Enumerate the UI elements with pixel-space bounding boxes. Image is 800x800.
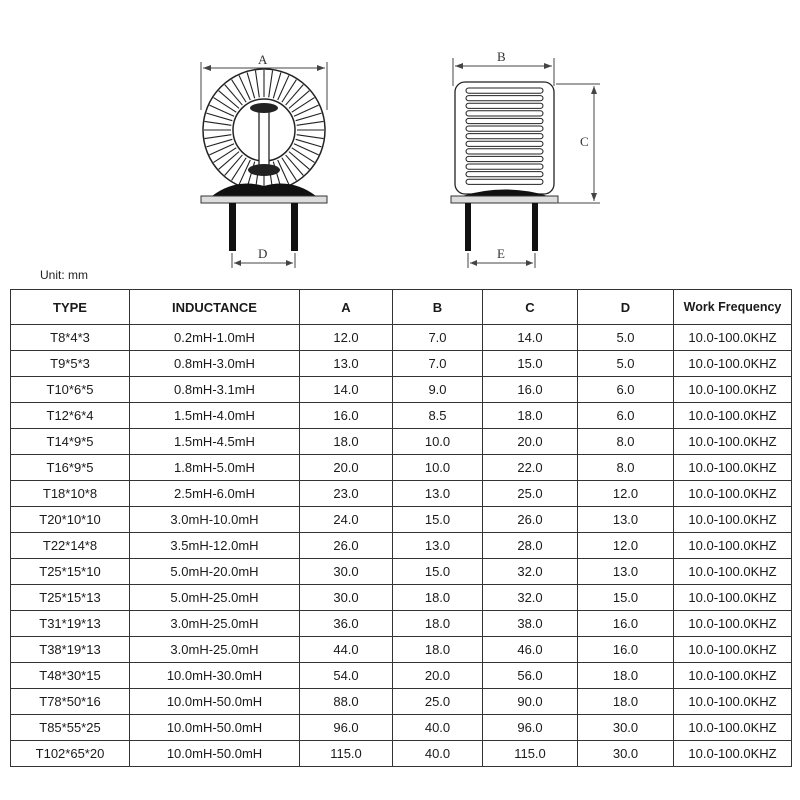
winding-line (225, 85, 243, 105)
cell-d: 5.0 (578, 351, 674, 377)
cell-inductance: 1.5mH-4.0mH (130, 403, 300, 429)
coil-turn (466, 164, 543, 169)
cell-work-frequency: 10.0-100.0KHZ (674, 741, 792, 767)
cell-c: 46.0 (483, 637, 578, 663)
winding-line (289, 152, 309, 170)
cell-inductance: 0.8mH-3.0mH (130, 351, 300, 377)
cell-c: 16.0 (483, 377, 578, 403)
cell-work-frequency: 10.0-100.0KHZ (674, 325, 792, 351)
cell-work-frequency: 10.0-100.0KHZ (674, 559, 792, 585)
cell-type: T78*50*16 (11, 689, 130, 715)
cell-work-frequency: 10.0-100.0KHZ (674, 429, 792, 455)
cell-d: 12.0 (578, 533, 674, 559)
cell-d: 13.0 (578, 559, 674, 585)
coil-turn (466, 172, 543, 177)
dimension-d-label: D (258, 246, 268, 261)
cell-type: T102*65*20 (11, 741, 130, 767)
table-row (11, 585, 792, 611)
side-view (451, 49, 600, 268)
cell-a: 23.0 (300, 481, 393, 507)
cell-work-frequency: 10.0-100.0KHZ (674, 689, 792, 715)
table-row (11, 429, 792, 455)
winding-line (282, 80, 297, 103)
cell-b: 13.0 (393, 533, 483, 559)
table-row (11, 377, 792, 403)
coil-turn (466, 111, 543, 116)
coil-turn (466, 134, 543, 139)
table-header-row (11, 290, 792, 325)
cell-c: 18.0 (483, 403, 578, 429)
cell-b: 10.0 (393, 455, 483, 481)
cell-b: 13.0 (393, 481, 483, 507)
cell-inductance: 3.0mH-25.0mH (130, 637, 300, 663)
coil-turn (466, 126, 543, 131)
coil-turn (466, 96, 543, 101)
cell-a: 12.0 (300, 325, 393, 351)
cell-work-frequency: 10.0-100.0KHZ (674, 351, 792, 377)
cell-b: 7.0 (393, 351, 483, 377)
cell-c: 38.0 (483, 611, 578, 637)
cell-work-frequency: 10.0-100.0KHZ (674, 637, 792, 663)
table-row (11, 533, 792, 559)
cell-work-frequency: 10.0-100.0KHZ (674, 533, 792, 559)
cell-d: 18.0 (578, 663, 674, 689)
cell-b: 7.0 (393, 325, 483, 351)
winding-line (297, 121, 324, 125)
cell-inductance: 3.5mH-12.0mH (130, 533, 300, 559)
cell-inductance: 0.8mH-3.1mH (130, 377, 300, 403)
coil-turn (466, 141, 543, 146)
cell-a: 44.0 (300, 637, 393, 663)
cell-type: T25*15*10 (11, 559, 130, 585)
cell-d: 18.0 (578, 689, 674, 715)
coil-turn (466, 149, 543, 154)
cell-work-frequency: 10.0-100.0KHZ (674, 663, 792, 689)
header-type: TYPE (11, 290, 130, 325)
winding-line (219, 91, 239, 109)
cell-c: 22.0 (483, 455, 578, 481)
winding-line (214, 98, 237, 113)
table-row (11, 637, 792, 663)
cell-d: 12.0 (578, 481, 674, 507)
cell-a: 14.0 (300, 377, 393, 403)
cell-c: 90.0 (483, 689, 578, 715)
cell-a: 24.0 (300, 507, 393, 533)
winding-line (289, 91, 309, 109)
cell-d: 8.0 (578, 455, 674, 481)
table-row (11, 455, 792, 481)
table-row (11, 741, 792, 767)
cell-c: 115.0 (483, 741, 578, 767)
cell-a: 13.0 (300, 351, 393, 377)
unit-label: Unit: mm (40, 268, 88, 282)
cell-work-frequency: 10.0-100.0KHZ (674, 481, 792, 507)
cell-a: 115.0 (300, 741, 393, 767)
cell-c: 28.0 (483, 533, 578, 559)
cell-work-frequency: 10.0-100.0KHZ (674, 507, 792, 533)
cell-b: 15.0 (393, 559, 483, 585)
winding-line (286, 85, 304, 105)
header-inductance: INDUCTANCE (130, 290, 300, 325)
cell-b: 20.0 (393, 663, 483, 689)
cell-b: 10.0 (393, 429, 483, 455)
front-view (201, 52, 327, 268)
cell-type: T31*19*13 (11, 611, 130, 637)
cell-inductance: 3.0mH-25.0mH (130, 611, 300, 637)
cell-work-frequency: 10.0-100.0KHZ (674, 715, 792, 741)
cell-a: 54.0 (300, 663, 393, 689)
table-row (11, 559, 792, 585)
header-c: C (483, 290, 578, 325)
cell-a: 18.0 (300, 429, 393, 455)
winding-line (219, 152, 239, 170)
cell-a: 20.0 (300, 455, 393, 481)
cell-type: T25*15*13 (11, 585, 130, 611)
spec-table-body (11, 325, 792, 767)
cell-inductance: 5.0mH-20.0mH (130, 559, 300, 585)
table-row (11, 715, 792, 741)
cell-type: T18*10*8 (11, 481, 130, 507)
cell-b: 40.0 (393, 715, 483, 741)
dimension-b-label: B (497, 49, 506, 64)
cell-b: 18.0 (393, 611, 483, 637)
table-row (11, 507, 792, 533)
header-work-frequency: Work Frequency (674, 290, 792, 325)
cell-type: T8*4*3 (11, 325, 130, 351)
cell-work-frequency: 10.0-100.0KHZ (674, 611, 792, 637)
dimension-c-label: C (580, 134, 589, 149)
coil-turn (466, 103, 543, 108)
cell-inductance: 1.5mH-4.5mH (130, 429, 300, 455)
cell-d: 6.0 (578, 377, 674, 403)
cell-c: 96.0 (483, 715, 578, 741)
cell-inductance: 10.0mH-50.0mH (130, 689, 300, 715)
winding-line (205, 121, 232, 125)
cell-type: T20*10*10 (11, 507, 130, 533)
cell-c: 32.0 (483, 585, 578, 611)
cell-b: 15.0 (393, 507, 483, 533)
cell-work-frequency: 10.0-100.0KHZ (674, 585, 792, 611)
cell-a: 30.0 (300, 585, 393, 611)
cell-a: 96.0 (300, 715, 393, 741)
toroid-inductor-diagram (0, 0, 800, 275)
cell-inductance: 10.0mH-50.0mH (130, 715, 300, 741)
cell-a: 30.0 (300, 559, 393, 585)
winding-line (286, 155, 304, 175)
table-row (11, 689, 792, 715)
cell-a: 88.0 (300, 689, 393, 715)
table-row (11, 403, 792, 429)
cell-a: 36.0 (300, 611, 393, 637)
winding-line (205, 135, 232, 139)
dimension-a-label: A (258, 52, 268, 67)
cell-d: 30.0 (578, 715, 674, 741)
cell-b: 25.0 (393, 689, 483, 715)
cell-a: 26.0 (300, 533, 393, 559)
cell-type: T85*55*25 (11, 715, 130, 741)
cell-type: T9*5*3 (11, 351, 130, 377)
cell-type: T14*9*5 (11, 429, 130, 455)
winding-line (282, 158, 297, 181)
cell-b: 9.0 (393, 377, 483, 403)
cell-b: 40.0 (393, 741, 483, 767)
winding-line (225, 155, 243, 175)
cell-inductance: 5.0mH-25.0mH (130, 585, 300, 611)
cell-b: 18.0 (393, 637, 483, 663)
cell-d: 30.0 (578, 741, 674, 767)
table-row (11, 325, 792, 351)
dimension-e-label: E (497, 246, 505, 261)
cell-b: 18.0 (393, 585, 483, 611)
coil-turn (466, 88, 543, 93)
cell-c: 15.0 (483, 351, 578, 377)
cell-work-frequency: 10.0-100.0KHZ (674, 377, 792, 403)
header-d: D (578, 290, 674, 325)
winding-line (269, 71, 273, 98)
cell-work-frequency: 10.0-100.0KHZ (674, 455, 792, 481)
cell-c: 26.0 (483, 507, 578, 533)
winding-line (292, 148, 315, 163)
cell-c: 14.0 (483, 325, 578, 351)
spec-table (10, 289, 792, 767)
cell-d: 5.0 (578, 325, 674, 351)
cell-type: T22*14*8 (11, 533, 130, 559)
cell-inductance: 1.8mH-5.0mH (130, 455, 300, 481)
header-b: B (393, 290, 483, 325)
cell-c: 32.0 (483, 559, 578, 585)
winding-line (232, 158, 247, 181)
winding-line (292, 98, 315, 113)
cell-d: 15.0 (578, 585, 674, 611)
cell-c: 20.0 (483, 429, 578, 455)
coil-turn (466, 179, 543, 184)
cell-type: T16*9*5 (11, 455, 130, 481)
cell-a: 16.0 (300, 403, 393, 429)
cell-c: 25.0 (483, 481, 578, 507)
cell-work-frequency: 10.0-100.0KHZ (674, 403, 792, 429)
winding-line (214, 148, 237, 163)
cell-inductance: 0.2mH-1.0mH (130, 325, 300, 351)
cell-c: 56.0 (483, 663, 578, 689)
coil-turn (466, 156, 543, 161)
table-row (11, 663, 792, 689)
cell-d: 6.0 (578, 403, 674, 429)
winding-line (297, 135, 324, 139)
cell-d: 8.0 (578, 429, 674, 455)
table-row (11, 351, 792, 377)
table-row (11, 611, 792, 637)
cell-inductance: 3.0mH-10.0mH (130, 507, 300, 533)
cell-inductance: 10.0mH-30.0mH (130, 663, 300, 689)
cell-type: T38*19*13 (11, 637, 130, 663)
cell-type: T48*30*15 (11, 663, 130, 689)
cell-type: T12*6*4 (11, 403, 130, 429)
cell-d: 16.0 (578, 611, 674, 637)
cell-type: T10*6*5 (11, 377, 130, 403)
cell-inductance: 2.5mH-6.0mH (130, 481, 300, 507)
coil-turn (466, 118, 543, 123)
winding-line (255, 71, 259, 98)
cell-d: 16.0 (578, 637, 674, 663)
cell-d: 13.0 (578, 507, 674, 533)
cell-inductance: 10.0mH-50.0mH (130, 741, 300, 767)
table-row (11, 481, 792, 507)
header-a: A (300, 290, 393, 325)
cell-b: 8.5 (393, 403, 483, 429)
winding-line (232, 80, 247, 103)
